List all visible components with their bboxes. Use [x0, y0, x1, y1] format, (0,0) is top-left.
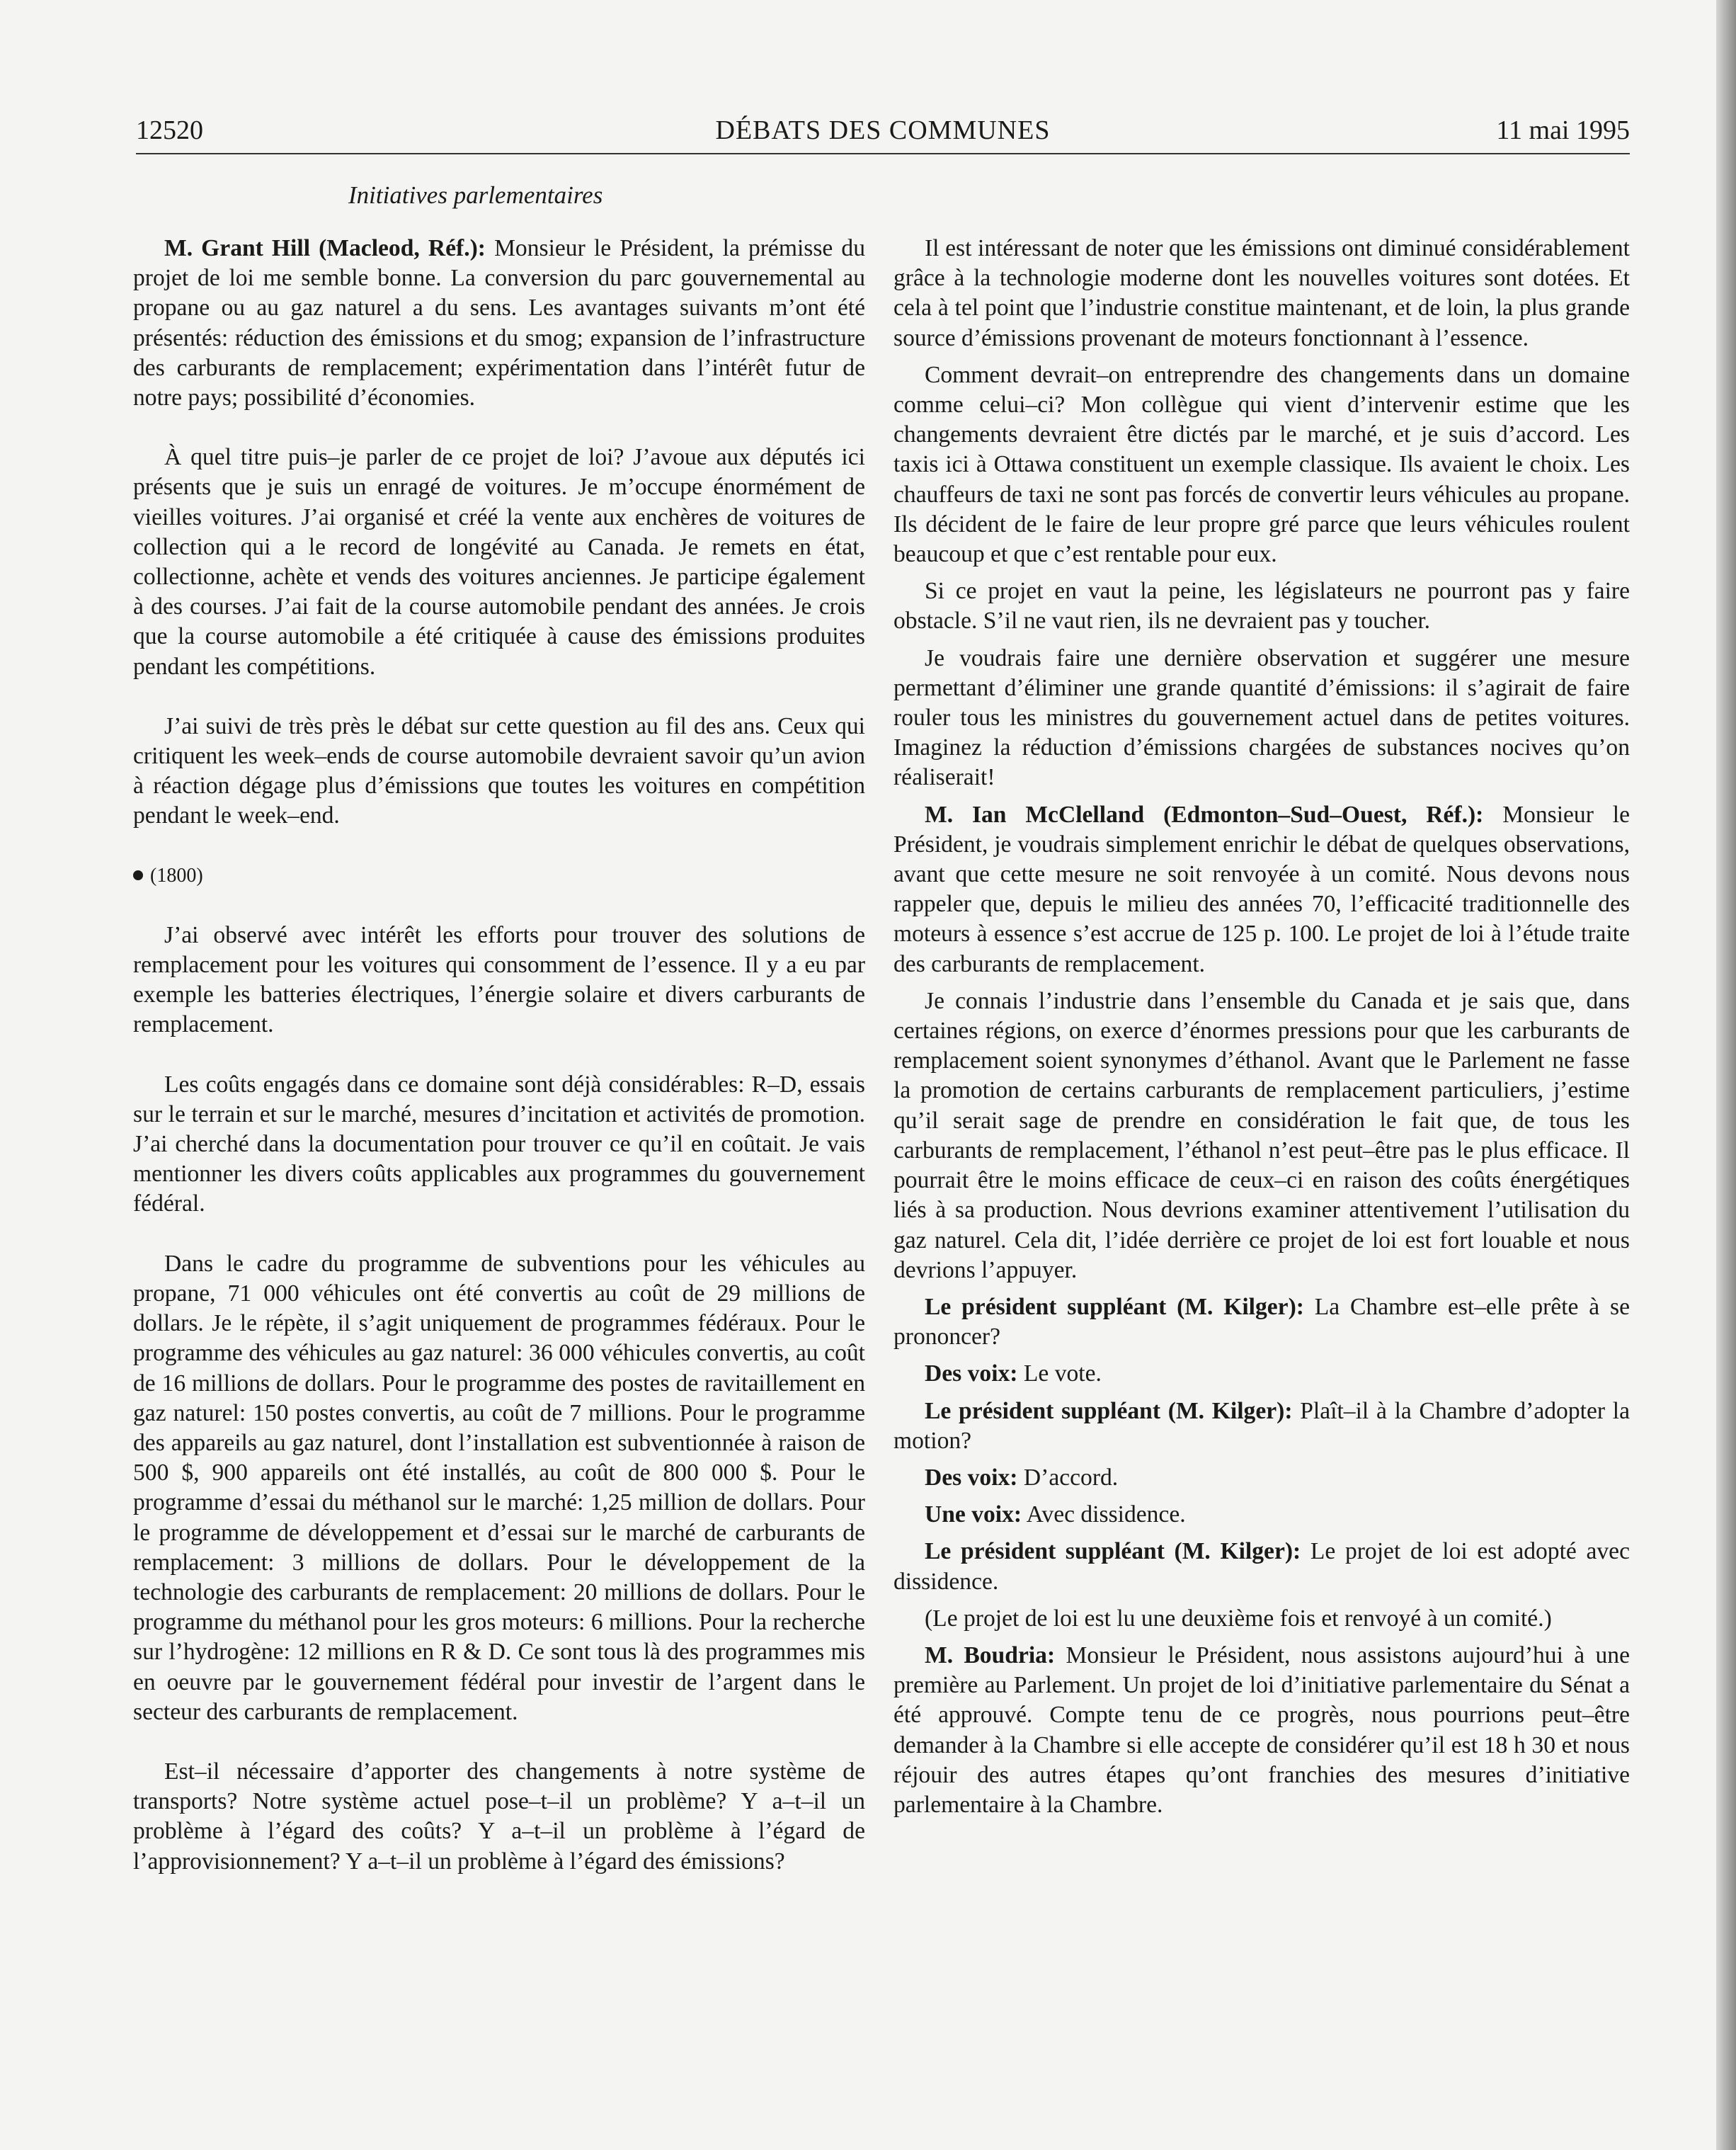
paragraph: À quel titre puis–je parler de ce projet de loi? J’avoue aux députés ici présents que je suis un enragé de voitures. Je m’occupe énormément de vieilles voitures. J’ai organisé et créé la vente aux enchères de voitures de collection qui a le record de longévité au Canada. Je remets en état, collectionne, achète et vends des voitures anciennes. Je participe également à des courses. J’ai fait de la course automobile pendant des années. Je crois que la course automobile a été critiquée à cause des émissions produites pendant les compétitions.: [133, 444, 865, 680]
speaker-name: M. Boudria:: [925, 1642, 1056, 1668]
speaker-name: Le président suppléant (M. Kilger):: [925, 1293, 1304, 1320]
paragraph: Les coûts engagés dans ce domaine sont déjà considérables: R–D, essais sur le terrain et sur le marché, mesures d’incitation et activités de promotion. J’ai cherché dans la documentation pour trouver ce qu’il en coûtait. Je vais mentionner les divers coûts applicables aux programmes du gouvernement fédéral.: [133, 1071, 865, 1217]
paragraph-text: Monsieur le Président, nous assistons aujourd’hui à une première au Parlement. Un projet de loi d’initiative parlementaire du Sénat a été approuvé. Compte tenu de ce progrès, nous pourrions peut–être demander à la Chambre si elle accepte de considérer qu’il est 18 h 30 et nous réjouir des autres étapes qu’ont franchies des mesures d’initiative parlementaire à la Chambre.: [893, 1642, 1630, 1818]
paragraph: Je connais l’industrie dans l’ensemble du Canada et je sais que, dans certaines régions, on exerce d’énormes pressions pour que les carburants de remplacement soient synonymes d’éthanol. Avant que le Parlement ne fasse la promotion de certains carburants de remplacement particuliers, j’estime qu’il serait sage de prendre en considération le fait que, de tous les carburants de remplacement, l’éthanol n’est peut–être pas le plus efficace. Il pourrait être le moins efficace de ceux–ci en raison des coûts énergétiques liés à sa production. Nous devrions examiner attentivement l’utilisation du gaz naturel. Cela dit, l’idée derrière ce projet de loi est fort louable et nous devrions l’appuyer.: [893, 987, 1630, 1283]
paragraph: Si ce projet en vaut la peine, les législateurs ne pourront pas y faire obstacle. S’il ne vaut rien, ils ne devraient pas y toucher.: [893, 578, 1630, 635]
speaker-name: Des voix:: [925, 1464, 1018, 1491]
header-rule: [136, 153, 1630, 154]
paragraph: [893, 1641, 1630, 1820]
paragraph: [893, 1463, 1630, 1493]
paragraph: Est–il nécessaire d’apporter des changements à notre système de transports? Notre système actuel pose–t–il un problème? Y a–t–il un problème à l’égard des coûts? Y a–t–il un problème à l’égard de l’approvisionnement? Y a–t–il un problème à l’égard des émissions?: [133, 1758, 865, 1875]
paragraph-text: Plaît–il à la Chambre d’adopter la motion?: [893, 1397, 1630, 1454]
paragraph: Je voudrais faire une dernière observation et suggérer une mesure permettant d’éliminer une grande quantité d’émissions: il s’agirait de faire rouler tous les ministres du gouvernement actuel dans de petites voitures. Imaginez la réduction d’émissions chargées de substances nocives qu’on réaliserait!: [893, 644, 1630, 791]
publication-date: 11 mai 1995: [1496, 115, 1630, 145]
bullet-icon: [133, 870, 143, 880]
scan-edge-shadow: [1716, 0, 1736, 2150]
paragraph: Il est intéressant de noter que les émissions ont diminué considérablement grâce à la technologie moderne dont les nouvelles voitures sont dotées. Et cela à tel point que l’industrie constitue maintenant, et de loin, la plus grande source d’émissions provenant de moteurs fonctionnant à l’essence.: [893, 235, 1630, 351]
right-column: [893, 234, 1630, 1827]
paragraph: Comment devrait–on entreprendre des changements dans un domaine comme celui–ci? Mon collègue qui vient d’intervenir estime que les changements devraient être dictés par le marché, et je suis d’accord. Les taxis ici à Ottawa constituent un exemple classique. Ils avaient le choix. Les chauffeurs de taxi ne sont pas forcés de convertir leurs véhicules au propane. Ils décident de le faire de leur propre gré parce que leurs véhicules roulent beaucoup et que c’est rentable pour eux.: [893, 361, 1630, 568]
page-header: [136, 113, 1630, 156]
paragraph: [893, 1359, 1630, 1389]
left-column: [133, 234, 865, 1906]
paragraph: [893, 1397, 1630, 1456]
speaker-name: M. Grant Hill (Macleod, Réf.):: [164, 235, 486, 261]
paragraph: [893, 1292, 1630, 1352]
paragraph: [893, 800, 1630, 979]
paragraph: (Le projet de loi est lu une deuxième fois et renvoyé à un comité.): [925, 1605, 1552, 1632]
paragraph-text: Le vote.: [1017, 1360, 1102, 1387]
timestamp-text: (1800): [150, 864, 203, 887]
speaker-name: Le président suppléant (M. Kilger):: [925, 1538, 1301, 1565]
paragraph-text: D’accord.: [1017, 1464, 1119, 1491]
publication-title: DÉBATS DES COMMUNES: [715, 115, 1051, 145]
paragraph: [893, 1500, 1630, 1530]
paragraph: [893, 1537, 1630, 1596]
paragraph: J’ai suivi de très près le débat sur cette question au fil des ans. Ceux qui critiquent les week–ends de course automobile devraient savoir qu’un avion à réaction dégage plus d’émissions que toutes les voitures en compétition pendant le week–end.: [133, 712, 865, 829]
speaker-name: Une voix:: [925, 1501, 1022, 1528]
paragraph: J’ai observé avec intérêt les efforts pour trouver des solutions de remplacement pour les voitures qui consomment de l’essence. Il y a eu par exemple les batteries électriques, l’énergie solaire et divers carburants de remplacement.: [133, 921, 865, 1038]
paragraph-text: Avec dissidence.: [1022, 1501, 1186, 1528]
paragraph-text: La Chambre est–elle prête à se prononcer?: [893, 1293, 1630, 1350]
paragraph-text: Monsieur le Président, je voudrais simplement enrichir le débat de quelques observations, avant que cette mesure ne soit renvoyée à un comité. Nous devons nous rappeler que, depuis le milieu des années 70, l’efficacité traditionnelle des moteurs à essence s’est accrue de 125 p. 100. Le projet de loi à l’étude traite des carburants de remplacement.: [893, 801, 1630, 977]
paragraph: Dans le cadre du programme de subventions pour les véhicules au propane, 71 000 véhicules ont été convertis au coût de 29 millions de dollars. Je le répète, il s’agit uniquement de programmes fédéraux. Pour le programme des véhicules au gaz naturel: 36 000 véhicules convertis, au coût de 16 millions de dollars. Pour le programme des postes de ravitaillement en gaz naturel: 150 postes convertis, au coût de 7 millions. Pour le programme des appareils au gaz naturel, dont l’installation est subventionnée à raison de 500 $, 900 appareils ont été installés, au coût de 800 000 $. Pour le programme d’essai du méthanol sur le marché: 1,25 million de dollars. Pour le programme de développement et d’essai sur le marché de carburants de remplacement: 3 millions de dollars. Pour le développement de la technologie des carburants de remplacement: 20 millions de dollars. Pour le programme du méthanol pour les gros moteurs: 6 millions. Pour la recherche sur l’hydrogène: 12 millions en R & D. Ce sont tous là des programmes mis en oeuvre par le gouvernement fédéral pour investir de l’argent dans le secteur des carburants de remplacement.: [133, 1250, 865, 1725]
paragraph-text: Le projet de loi est adopté avec dissidence.: [893, 1538, 1630, 1595]
paragraph: [133, 234, 865, 413]
speaker-name: Le président suppléant (M. Kilger):: [925, 1397, 1293, 1424]
speaker-name: Des voix:: [925, 1360, 1018, 1387]
timestamp-marker: [133, 861, 865, 891]
speaker-name: M. Ian McClelland (Edmonton–Sud–Ouest, Réf.):: [925, 801, 1484, 828]
page-number: 12520: [136, 115, 203, 145]
section-heading: Initiatives parlementaires: [348, 181, 603, 209]
paragraph-text: Monsieur le Président, la prémisse du projet de loi me semble bonne. La conversion du parc gouvernemental au propane ou au gaz naturel a du sens. Les avantages suivants m’ont été présentés: réduction des émissions et du smog; expansion de l’infrastructure des carburants de remplacement; expérimentation dans l’intérêt futur de notre pays; possibilité d’économies.: [133, 235, 865, 411]
